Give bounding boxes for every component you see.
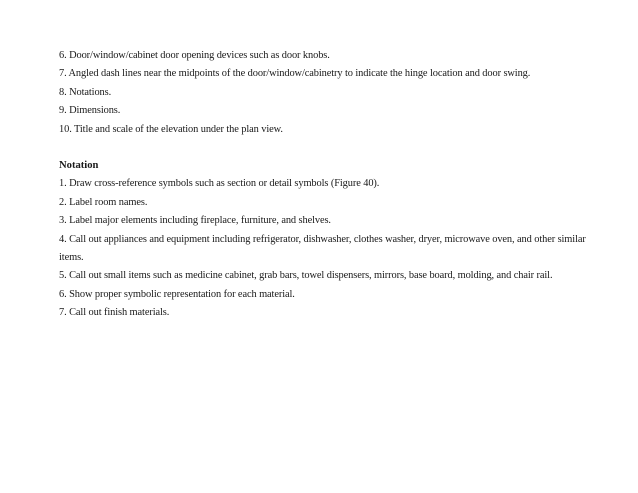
list-item: items. [59, 252, 84, 264]
list-item: 10. Title and scale of the elevation under the plan view. [59, 123, 283, 135]
list-item: 6. Door/window/cabinet door opening devices such as door knobs. [59, 50, 330, 61]
requirements-list [59, 47, 619, 139]
list-item: 8. Notations. [59, 86, 112, 98]
list-item: 6. Show proper symbolic representation for each material. [59, 288, 295, 300]
notation-list [59, 175, 619, 322]
list-item: 4. Call out appliances and equipment including refrigerator, dishwasher, clothes washer, dryer, microwave oven, and other similar [59, 233, 586, 245]
document-page [59, 47, 619, 323]
list-item: 9. Dimensions. [59, 105, 121, 117]
notation-heading: Notation [59, 160, 99, 172]
list-item: 1. Draw cross-reference symbols such as section or detail symbols (Figure 40). [59, 178, 380, 190]
list-item: 7. Call out finish materials. [59, 307, 170, 319]
section-spacer [59, 139, 619, 157]
list-item: 3. Label major elements including fireplace, furniture, and shelves. [59, 215, 331, 227]
list-item: 7. Angled dash lines near the midpoints of the door/window/cabinetry to indicate the hinge location and door swing. [59, 68, 531, 80]
list-item: 5. Call out small items such as medicine cabinet, grab bars, towel dispensers, mirrors, base board, molding, and chair rail. [59, 270, 553, 282]
list-item: 2. Label room names. [59, 196, 148, 208]
